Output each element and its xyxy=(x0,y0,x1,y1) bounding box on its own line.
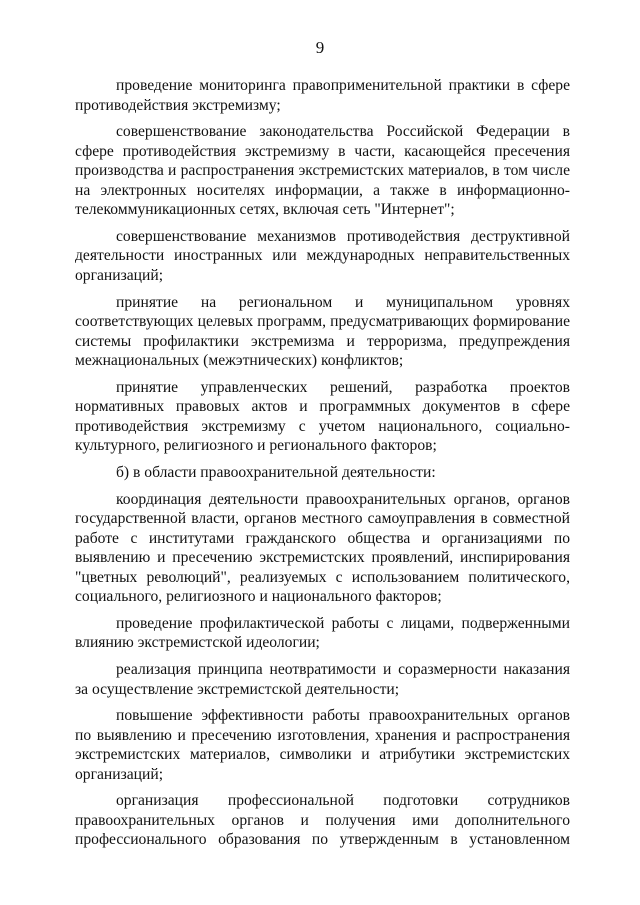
paragraph: совершенствование законодательства Российской Федерации в сфере противодействия экстремизму в части, касающейся пресечения производства и распространения экстремистских материалов, в том числе на электронных носителях информации, а также в информационно-телекоммуникационных сетях, включая сеть "Интернет"; xyxy=(75,123,570,219)
paragraph: проведение мониторинга правоприменительной практики в сфере противодействия экстремизму; xyxy=(75,77,570,114)
document-body xyxy=(75,76,570,857)
paragraph: организация профессиональной подготовки сотрудников правоохранительных органов и получения ими дополнительного профессионального образования по утвержденным в установленном xyxy=(75,792,570,849)
page-number: 9 xyxy=(315,38,325,57)
paragraph: координация деятельности правоохранительных органов, органов государственной власти, органов местного самоуправления в совместной работе с институтами гражданского общества и организациями по выявлению и пресечению экстремистских проявлений, инспирирования "цветных революций", реализуемых с использованием политического, социального, религиозного и национального факторов; xyxy=(75,490,570,606)
paragraph: совершенствование механизмов противодействия деструктивной деятельности иностранных или международных неправительственных организаций; xyxy=(75,227,570,284)
paragraph: проведение профилактической работы с лицами, подверженными влиянию экстремистской идеологии; xyxy=(75,614,570,652)
section-heading: б) в области правоохранительной деятельности: xyxy=(116,463,436,481)
paragraph: повышение эффективности работы правоохранительных органов по выявлению и пресечению изготовления, хранения и распространения экстремистских материалов, символики и атрибутики экстремистских организаций; xyxy=(75,707,570,783)
paragraph: принятие на региональном и муниципальном уровнях соответствующих целевых программ, предусматривающих формирование системы профилактики экстремизма и терроризма, предупреждения межнациональных (межэтнических) конфликтов; xyxy=(75,293,570,370)
paragraph: принятие управленческих решений, разработка проектов нормативных правовых актов и программных документов в сфере противодействия экстремизму с учетом национального, социально-культурного, религиозного и регионального факторов; xyxy=(75,378,570,455)
paragraph: реализация принципа неотвратимости и соразмерности наказания за осуществление экстремистской деятельности; xyxy=(75,661,570,698)
